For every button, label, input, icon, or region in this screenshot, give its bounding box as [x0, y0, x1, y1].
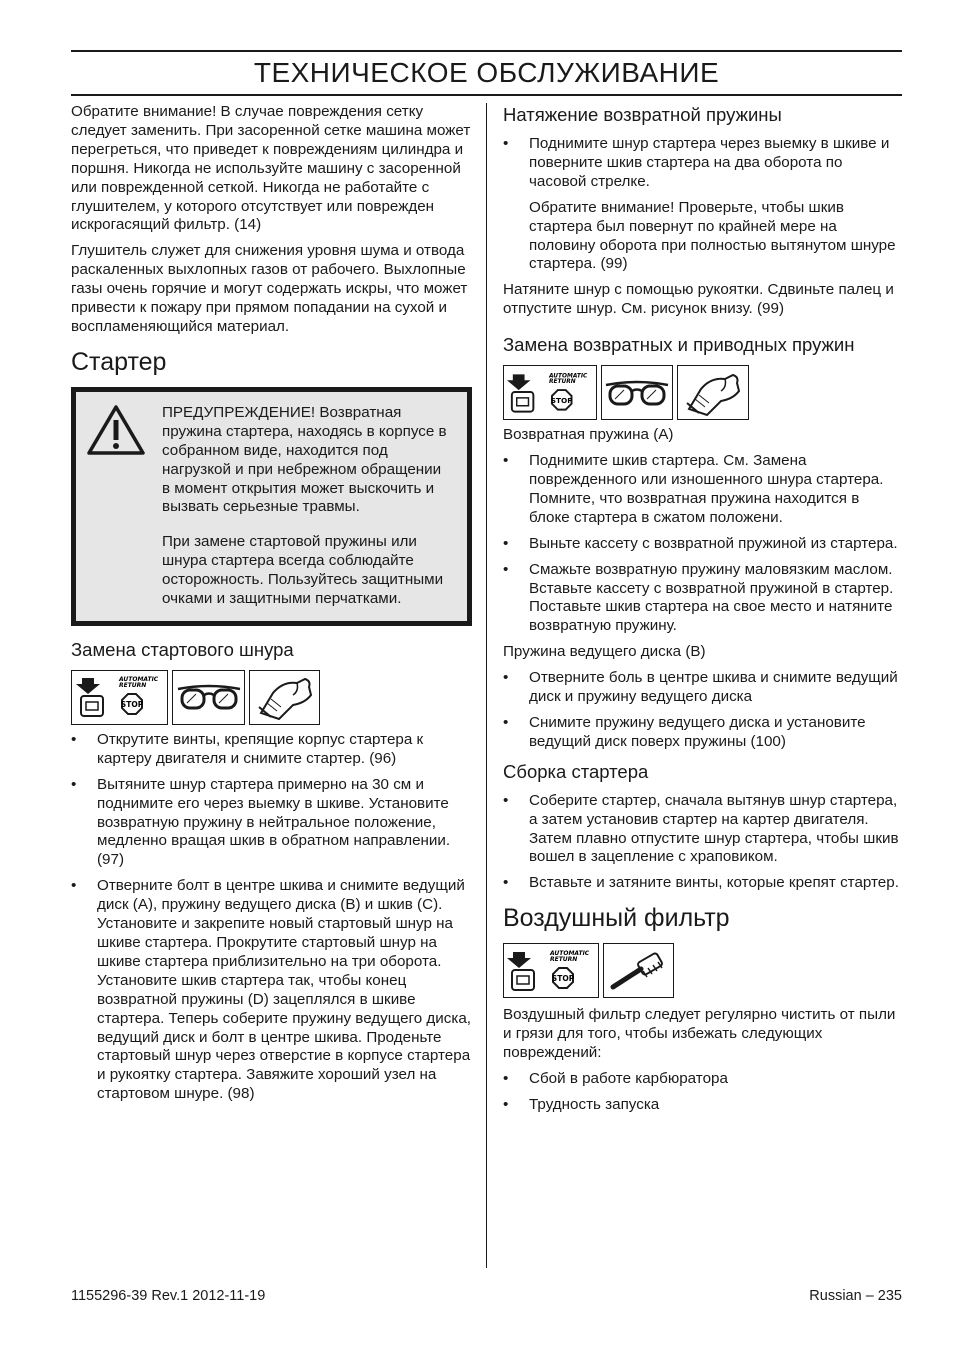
- cord-safety-icons: [71, 670, 472, 725]
- air-filter-list: [503, 1070, 904, 1115]
- stop-label: STOP: [550, 395, 573, 405]
- tension-list: [503, 135, 904, 192]
- column-divider: [486, 103, 487, 1268]
- intro-paragraph-2: Глушитель служет для снижения уровня шума и отвода раскаленных выхлопных газов от рабочего. Выхлопные газы очень горячие и могут содержать искры, что может привести к пожару при прямом попадании на сухой и воспламеняющийся материал.: [71, 242, 468, 335]
- list-item: • Смажьте возвратную пружину маловязким маслом. Вставьте кассету с возвратной пружиной в стартер. Поставьте шкив стартера на свое место и натяните возвратную пружину.: [503, 561, 904, 637]
- warning-text-2: При замене стартовой пружины или шнура стартера всегда соблюдайте осторожность. Пользуйтесь защитными очками и защитными перчатками.: [162, 533, 444, 608]
- tension-note: Обратите внимание! Проверьте, чтобы шкив стартера был повернут по крайней мере на половину оборота при полностью вытянутом шнуре стартера. (99): [529, 198, 896, 273]
- protective-gloves-icon: [249, 670, 320, 725]
- air-filter-paragraph: Воздушный фильтр следует регулярно чистить от пыли и грязи для того, чтобы избежать следующих повреждений:: [503, 1006, 896, 1062]
- warning-box: [71, 387, 472, 626]
- footer-page-number: Russian – 235: [809, 1288, 902, 1304]
- automatic-return-stop-icon: [71, 670, 168, 725]
- list-item: • Отверните болт в центре шкива и снимите ведущий диск (A), пружину ведущего диска (B) и шкив (C). Установите и закрепите новый стартовый шнур на шкиве стартера. Прокрутите стартовый шнур на шкиве стартера приблизительно на три оборота. Установите шкив стартера так, чтобы конец возвратной пружины (D) зацеплялся в шкиве стартера. Теперь соберите пружину ведущего диска, ведущий диск и болт в центре шкива. Проденьте стартовый шнур через отверстие в корпусе стартера и рукоятку стартера. Завяжите хороший узел на стартовом шнуре. (98): [71, 877, 472, 1104]
- safety-glasses-icon: [172, 670, 245, 725]
- cord-replacement-heading: Замена стартового шнура: [71, 638, 294, 660]
- stop-label: STOP: [120, 700, 143, 710]
- tension-paragraph: Натяните шнур с помощью рукоятки. Сдвиньте палец и отпустите шнур. См. рисунок внизу. (99): [503, 281, 894, 318]
- list-item: • Снимите пружину ведущего диска и установите ведущий диск поверх пружины (100): [503, 714, 904, 752]
- list-item: • Поднимите шнур стартера через выемку в шкиве и поверните шкив стартера на два оборота по часовой стрелке.: [503, 135, 904, 192]
- safety-glasses-icon: [601, 365, 673, 420]
- list-item: • Выньте кассету с возвратной пружиной из стартера.: [503, 535, 904, 554]
- air-filter-heading: Воздушный фильтр: [503, 904, 730, 933]
- icon-caption-line-1: AUTOMATIC: [550, 949, 590, 957]
- return-spring-list: [503, 452, 904, 636]
- left-column: [71, 103, 472, 1111]
- automatic-return-stop-icon: [503, 943, 599, 998]
- stop-label: STOP: [551, 973, 575, 983]
- footer-doc-number: 1155296-39 Rev.1 2012-11-19: [71, 1288, 266, 1304]
- springs-replacement-heading: Замена возвратных и приводных пружин: [503, 334, 855, 356]
- cord-steps-list: [71, 731, 472, 1104]
- warning-triangle-icon: [86, 404, 148, 609]
- page-header: [71, 50, 902, 96]
- assembly-list: [503, 792, 904, 894]
- spring-tension-heading: Натяжение возвратной пружины: [503, 104, 782, 125]
- cleaning-brush-icon: [603, 943, 674, 998]
- list-item: • Соберите стартер, сначала вытянув шнур стартера, а затем установив стартер на картер двигателя. Затем плавно отпустите шнур стартера, чтобы шкив вошел в зацепление с храповиком.: [503, 792, 904, 868]
- icon-caption-line-1: AUTOMATIC: [118, 676, 158, 684]
- list-item: • Сбой в работе карбюратора: [503, 1070, 904, 1089]
- icon-caption-line-1: AUTOMATIC: [549, 373, 588, 380]
- air-filter-icons: [503, 943, 904, 998]
- right-column: [503, 103, 904, 1122]
- list-item: • Поднимите шкив стартера. См. Замена поврежденного или изношенного шнура стартера. Помните, что возвратная пружина находится в блоке стартера в сжатом положени.: [503, 452, 904, 528]
- starter-heading: Стартер: [71, 347, 167, 376]
- automatic-return-stop-icon: [503, 365, 597, 420]
- list-item: • Вытяните шнур стартера примерно на 30 см и поднимите его через выемку в шкиве. Установите возвратную пружину в нейтральное положение, медленно вращая шкив в обратном направлении. (97): [71, 776, 472, 871]
- list-item: • Трудность запуска: [503, 1096, 904, 1115]
- warning-text-1: ПРЕДУПРЕЖДЕНИЕ! Возвратная пружина стартера, находясь в корпусе в собранном виде, находится под нагрузкой и при небрежном обращении в момент открытия может выскочить и вызвать серьезные травмы.: [162, 403, 447, 516]
- springs-safety-icons: [503, 365, 904, 420]
- drive-spring-list: [503, 669, 904, 752]
- protective-gloves-icon: [677, 365, 749, 420]
- drive-spring-label: Пружина ведущего диска (B): [503, 643, 706, 661]
- icon-caption-line-2: RETURN: [550, 955, 578, 963]
- icon-caption-line-2: RETURN: [118, 682, 146, 690]
- intro-paragraph-1: Обратите внимание! В случае повреждения сетку следует заменить. При засоренной сетке машина может перегреться, что приведет к повреждениям цилиндра и поршня. Никогда не используйте машину с засоренной или поврежденной сеткой. Никогда не работайте с глушителем, у которого отсутствует или поврежден искрогасящий фильтр. (14): [71, 103, 471, 234]
- list-item: • Отверните боль в центре шкива и снимите ведущий диск и пружину ведущего диска: [503, 669, 904, 707]
- icon-caption-line-2: RETURN: [549, 378, 576, 385]
- return-spring-label: Возвратная пружина (A): [503, 426, 674, 444]
- list-item: • Открутите винты, крепящие корпус стартера к картеру двигателя и снимите стартер. (96): [71, 731, 472, 769]
- starter-assembly-heading: Сборка стартера: [503, 760, 649, 782]
- list-item: • Вставьте и затяните винты, которые крепят стартер.: [503, 874, 904, 893]
- page-title: ТЕХНИЧЕСКОЕ ОБСЛУЖИВАНИЕ: [253, 57, 720, 88]
